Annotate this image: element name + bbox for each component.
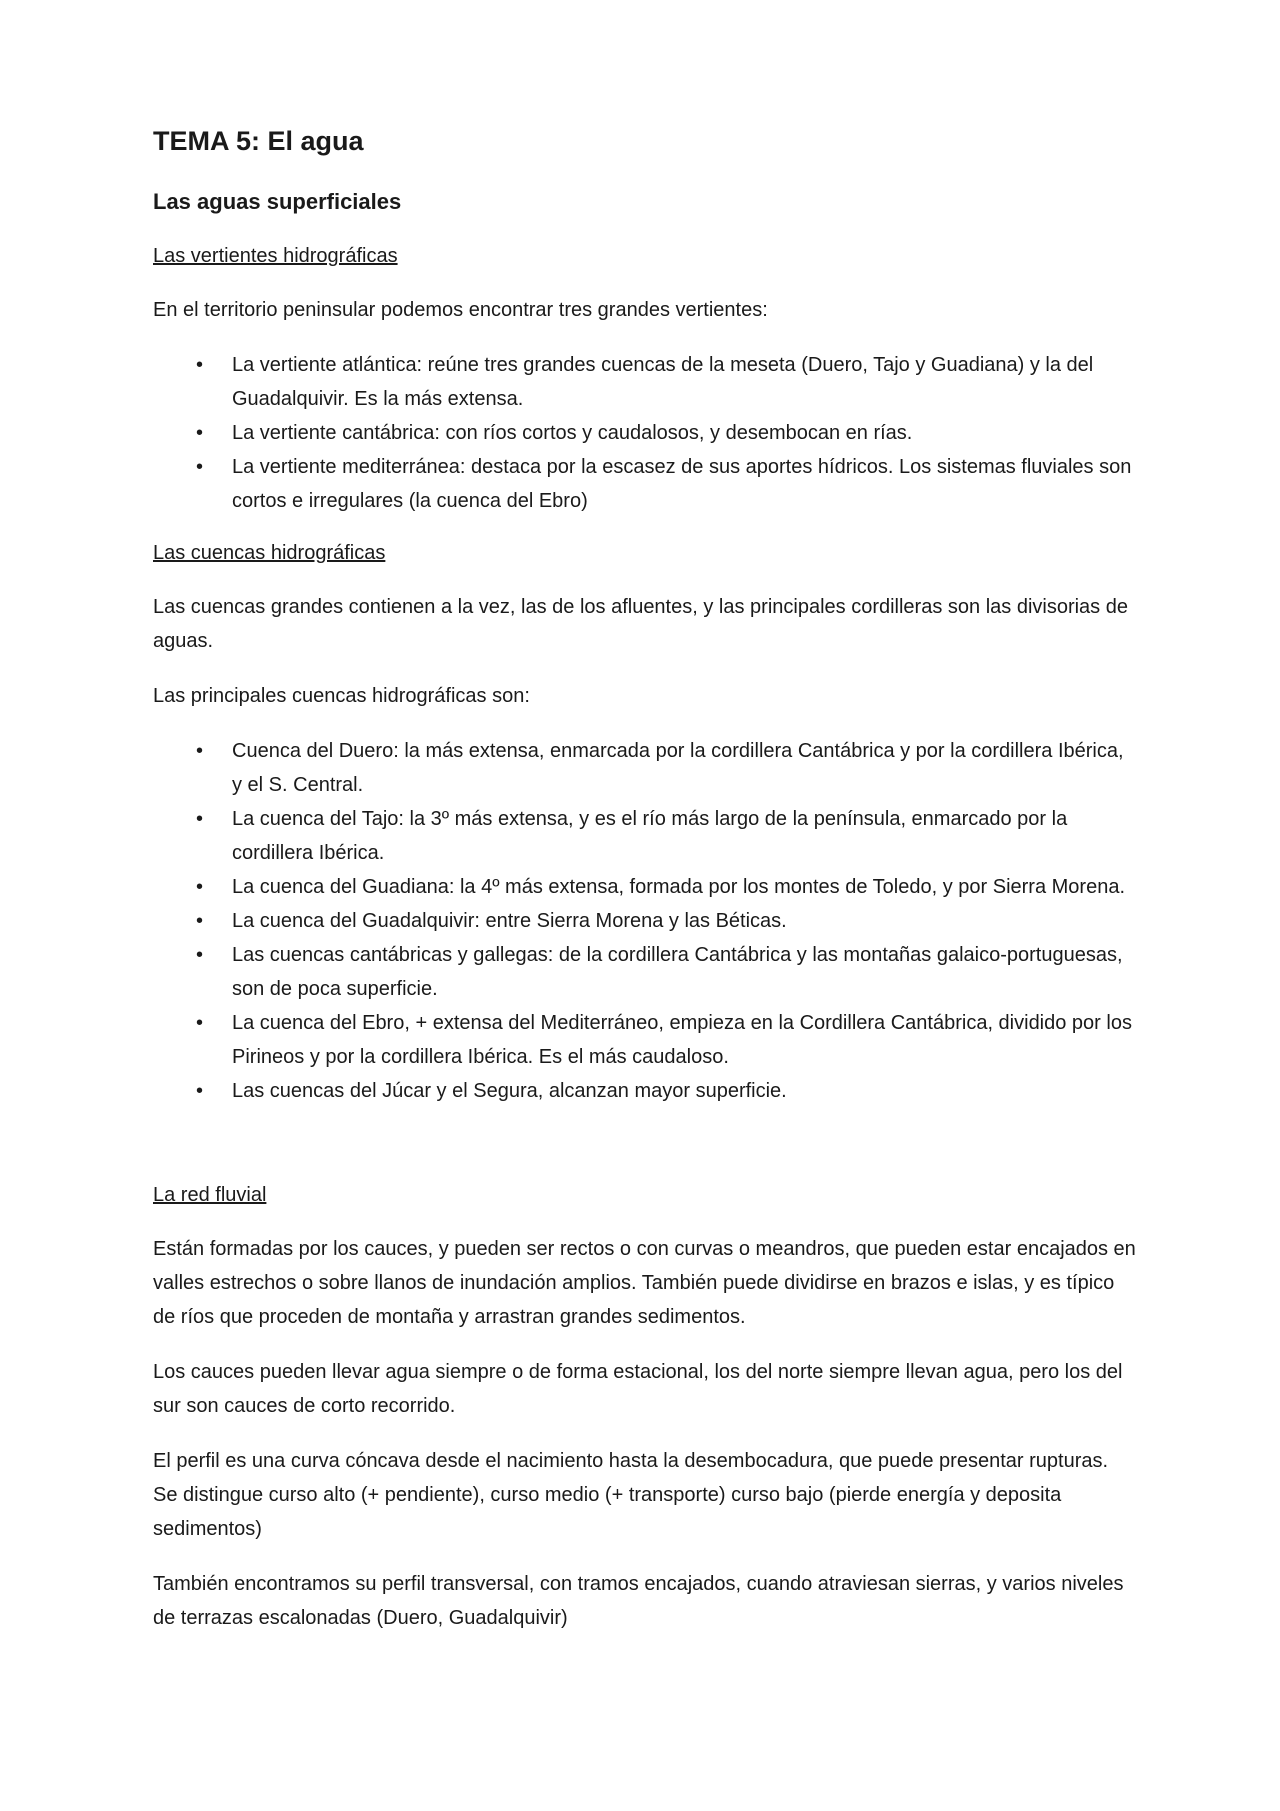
list-item [153, 802, 1138, 870]
red-fluvial-paragraph-3: El perfil es una curva cóncava desde el nacimiento hasta la desembocadura, que puede presentar rupturas. Se distingue curso alto (+ pendiente), curso medio (+ transporte) curso bajo (pierde energía y deposita sedimentos) [153, 1450, 1109, 1540]
document-page [153, 125, 1138, 1656]
list-item-text: La cuenca del Guadalquivir: entre Sierra Morena y las Béticas. [232, 910, 787, 932]
bullet-icon: • [196, 910, 204, 932]
list-item-text: La vertiente atlántica: reúne tres grandes cuencas de la meseta (Duero, Tajo y Guadiana) y la del Guadalquivir. Es la más extensa. [232, 354, 1094, 410]
list-item-text: Cuenca del Duero: la más extensa, enmarcada por la cordillera Cantábrica y por la cordillera Ibérica, y el S. Central. [232, 740, 1124, 796]
cuencas-list-intro: Las principales cuencas hidrográficas son: [153, 685, 530, 707]
list-item [153, 938, 1138, 1006]
list-item [153, 348, 1138, 416]
list-item-text: Las cuencas del Júcar y el Segura, alcanzan mayor superficie. [232, 1080, 787, 1102]
bullet-icon: • [196, 354, 204, 376]
bullet-icon: • [196, 944, 204, 966]
red-fluvial-paragraph-4: También encontramos su perfil transversal, con tramos encajados, cuando atraviesan sierras, y varios niveles de terrazas escalonadas (Duero, Guadalquivir) [153, 1573, 1124, 1629]
list-item [153, 1074, 1138, 1108]
section-title: Las aguas superficiales [153, 189, 402, 214]
list-item [153, 1006, 1138, 1074]
bullet-icon: • [196, 808, 204, 830]
list-item [153, 904, 1138, 938]
section-spacer [153, 1129, 1138, 1181]
list-item-text: La vertiente mediterránea: destaca por la escasez de sus aportes hídricos. Los sistemas fluviales son cortos e irregulares (la cuenca del Ebro) [232, 456, 1132, 512]
list-item-text: La cuenca del Tajo: la 3º más extensa, y es el río más largo de la península, enmarcado por la cordillera Ibérica. [232, 808, 1068, 864]
red-fluvial-paragraph-1: Están formadas por los cauces, y pueden ser rectos o con curvas o meandros, que pueden estar encajados en valles estrechos o sobre llanos de inundación amplios. También puede dividirse en brazos e islas, y es típico de ríos que proceden de montaña y arrastran grandes sedimentos. [153, 1238, 1136, 1328]
vertientes-intro: En el territorio peninsular podemos encontrar tres grandes vertientes: [153, 299, 768, 321]
red-fluvial-paragraph-2: Los cauces pueden llevar agua siempre o de forma estacional, los del norte siempre llevan agua, pero los del sur son cauces de corto recorrido. [153, 1361, 1123, 1417]
bullet-icon: • [196, 740, 204, 762]
cuencas-list [153, 734, 1138, 1108]
cuencas-heading: Las cuencas hidrográficas [153, 542, 386, 564]
cuencas-paragraph: Las cuencas grandes contienen a la vez, las de los afluentes, y las principales cordilleras son las divisorias de aguas. [153, 596, 1128, 652]
bullet-icon: • [196, 422, 204, 444]
list-item-text: La cuenca del Ebro, + extensa del Mediterráneo, empieza en la Cordillera Cantábrica, dividido por los Pirineos y por la cordillera Ibérica. Es el más caudaloso. [232, 1012, 1132, 1068]
list-item-text: La cuenca del Guadiana: la 4º más extensa, formada por los montes de Toledo, y por Sierra Morena. [232, 876, 1125, 898]
bullet-icon: • [196, 1012, 204, 1034]
vertientes-heading: Las vertientes hidrográficas [153, 245, 398, 267]
list-item [153, 450, 1138, 518]
bullet-icon: • [196, 1080, 204, 1102]
list-item-text: La vertiente cantábrica: con ríos cortos y caudalosos, y desembocan en rías. [232, 422, 913, 444]
list-item [153, 416, 1138, 450]
bullet-icon: • [196, 876, 204, 898]
red-fluvial-heading: La red fluvial [153, 1184, 267, 1206]
list-item-text: Las cuencas cantábricas y gallegas: de la cordillera Cantábrica y las montañas galaico-portuguesas, son de poca superficie. [232, 944, 1123, 1000]
bullet-icon: • [196, 456, 204, 478]
vertientes-list [153, 348, 1138, 518]
list-item [153, 734, 1138, 802]
list-item [153, 870, 1138, 904]
page-title: TEMA 5: El agua [153, 126, 364, 156]
